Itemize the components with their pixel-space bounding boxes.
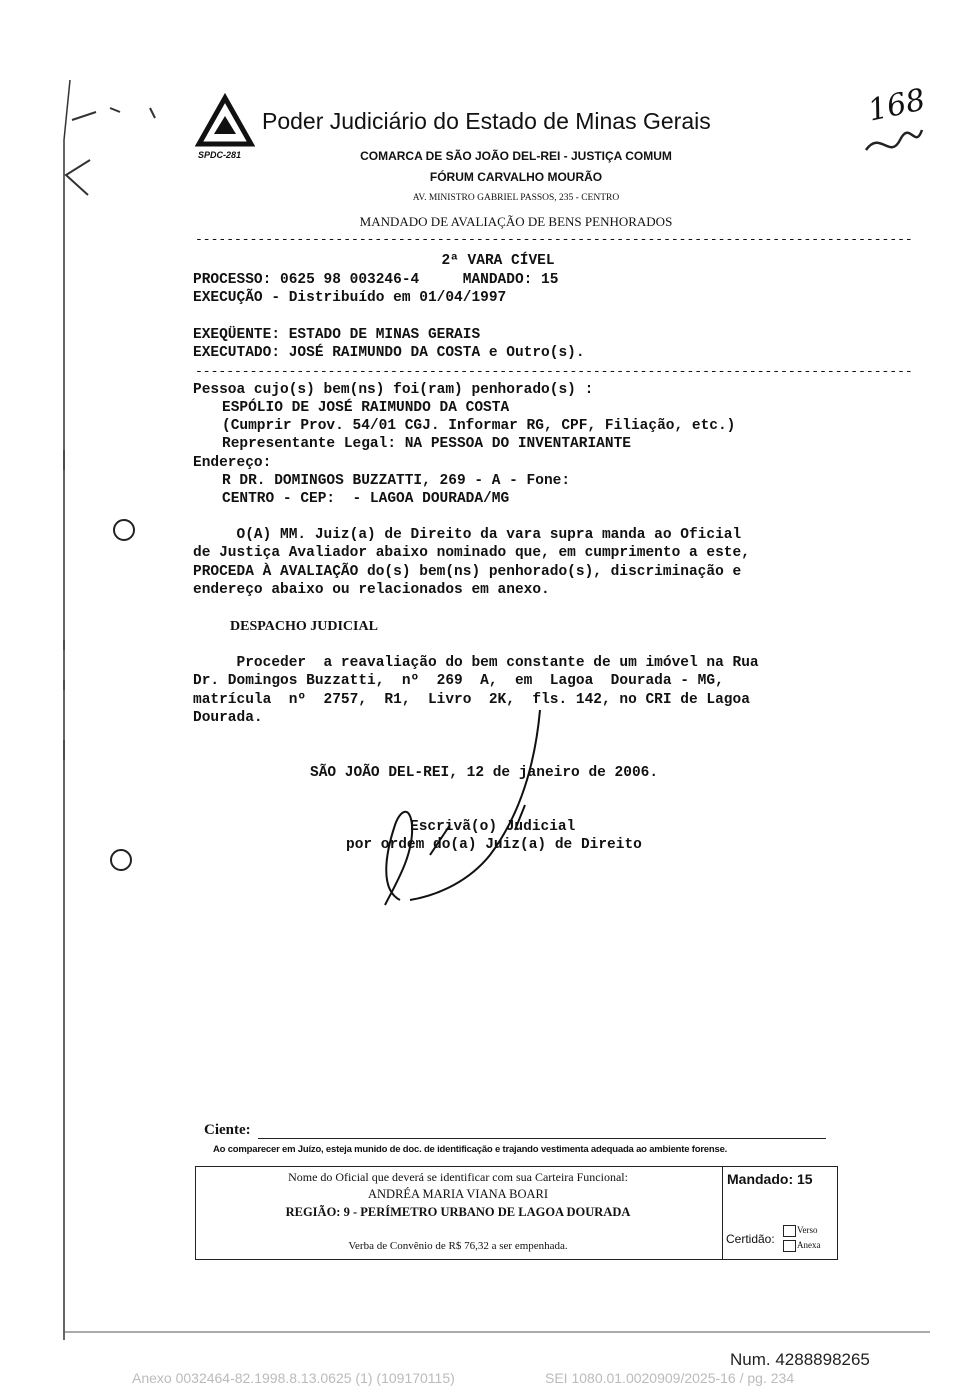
handwritten-signature <box>340 705 560 915</box>
anexa-label: Anexa <box>797 1240 821 1251</box>
exequente-line: EXEQÜENTE: ESTADO DE MINAS GERAIS <box>193 327 481 343</box>
header-title: Poder Judiciário do Estado de Minas Gerais <box>262 108 711 134</box>
representante-legal: Representante Legal: NA PESSOA DO INVENTARIANTE <box>222 436 631 452</box>
order-paragraph-line-2: de Justiça Avaliador abaixo nominado que, em cumprimento a este, <box>193 545 750 561</box>
anexa-option[interactable] <box>783 1240 821 1252</box>
logo-code: SPDC-281 <box>198 150 242 160</box>
handwritten-mark <box>860 120 930 165</box>
mandado-number: Mandado: 15 <box>727 1171 813 1187</box>
address-line-2: CENTRO - CEP: - LAGOA DOURADA/MG <box>222 491 510 507</box>
date-line: SÃO JOÃO DEL-REI, 12 de janeiro de 2006. <box>310 765 659 781</box>
order-paragraph-line-4: endereço abaixo ou relacionados em anexo. <box>193 582 550 598</box>
officer-label: Nome do Oficial que deverá se identificar com sua Carteira Funcional: <box>288 1170 628 1184</box>
despacho-line-4: Dourada. <box>193 710 263 726</box>
sei-reference: SEI 1080.01.0020909/2025-16 / pg. 234 <box>545 1370 795 1386</box>
despacho-line-2: Dr. Domingos Buzzatti, nº 269 A, em Lagoa Dourada - MG, <box>193 673 724 689</box>
order-paragraph-line-3: PROCEDA À AVALIAÇÃO do(s) bem(ns) penhorado(s), discriminação e <box>193 564 742 580</box>
forum-line: FÓRUM CARVALHO MOURÃO <box>429 170 603 184</box>
handwritten-page-number: 168 <box>864 82 929 129</box>
executado-line: EXECUTADO: JOSÉ RAIMUNDO DA COSTA e Outro(s). <box>193 345 585 361</box>
address-line: AV. MINISTRO GABRIEL PASSOS, 235 - CENTRO <box>412 193 620 203</box>
order-paragraph-line-1: O(A) MM. Juiz(a) de Direito da vara supra manda ao Oficial <box>193 527 742 543</box>
document-number: Num. 4288898265 <box>730 1350 870 1369</box>
address-line-1: R DR. DOMINGOS BUZZATTI, 269 - A - Fone: <box>222 473 571 489</box>
despacho-title: DESPACHO JUDICIAL <box>230 619 378 634</box>
anexa-checkbox[interactable] <box>783 1240 796 1252</box>
verso-option[interactable] <box>783 1225 818 1237</box>
endereco-label: Endereço: <box>193 455 272 471</box>
annex-reference: Anexo 0032464-82.1998.8.13.0625 (1) (109170115) <box>132 1370 455 1386</box>
tribunal-logo-icon <box>196 96 254 148</box>
certidao-label: Certidão: <box>726 1232 775 1246</box>
officer-name: ANDRÉA MARIA VIANA BOARI <box>368 1187 548 1201</box>
verba-line: Verba de Convênio de R$ 76,32 a ser empenhada. <box>348 1240 568 1252</box>
comarca-line: COMARCA DE SÃO JOÃO DEL-REI - JUSTIÇA COMUM <box>360 149 672 163</box>
separator-1: -------------------------------------------------------------------------------------------- <box>195 232 913 247</box>
verso-label: Verso <box>797 1225 818 1236</box>
execucao-line: EXECUÇÃO - Distribuído em 01/04/1997 <box>193 290 507 306</box>
ciente-label: Ciente: <box>204 1122 251 1138</box>
verso-checkbox[interactable] <box>783 1225 796 1237</box>
pessoa-name: ESPÓLIO DE JOSÉ RAIMUNDO DA COSTA <box>222 400 510 416</box>
officer-region: REGIÃO: 9 - PERÍMETRO URBANO DE LAGOA DOURADA <box>285 1205 631 1219</box>
despacho-line-3: matrícula nº 2757, R1, Livro 2K, fls. 142, no CRI de Lagoa <box>193 692 750 708</box>
pessoa-instructions: (Cumprir Prov. 54/01 CGJ. Informar RG, CPF, Filiação, etc.) <box>222 418 736 434</box>
separator-2: -------------------------------------------------------------------------------------------- <box>195 364 913 379</box>
signature-authority: por ordem do(a) Juiz(a) de Direito <box>346 837 642 853</box>
ciente-signature-line[interactable] <box>258 1138 826 1139</box>
document-type: MANDADO DE AVALIAÇÃO DE BENS PENHORADOS <box>359 214 673 229</box>
forum-attire-notice: Ao comparecer em Juízo, esteja munido de doc. de identificação e trajando vestimenta adequada ao ambiente forense. <box>213 1144 728 1155</box>
despacho-line-1: Proceder a reavaliação do bem constante de um imóvel na Rua <box>193 655 759 671</box>
pessoa-intro: Pessoa cujo(s) bem(ns) foi(ram) penhorado(s) : <box>193 382 594 398</box>
signature-role: Escrivã(o) Judicial <box>410 819 576 835</box>
processo-line: PROCESSO: 0625 98 003246-4 MANDADO: 15 <box>193 272 559 288</box>
vara: 2ª VARA CÍVEL <box>441 253 555 269</box>
